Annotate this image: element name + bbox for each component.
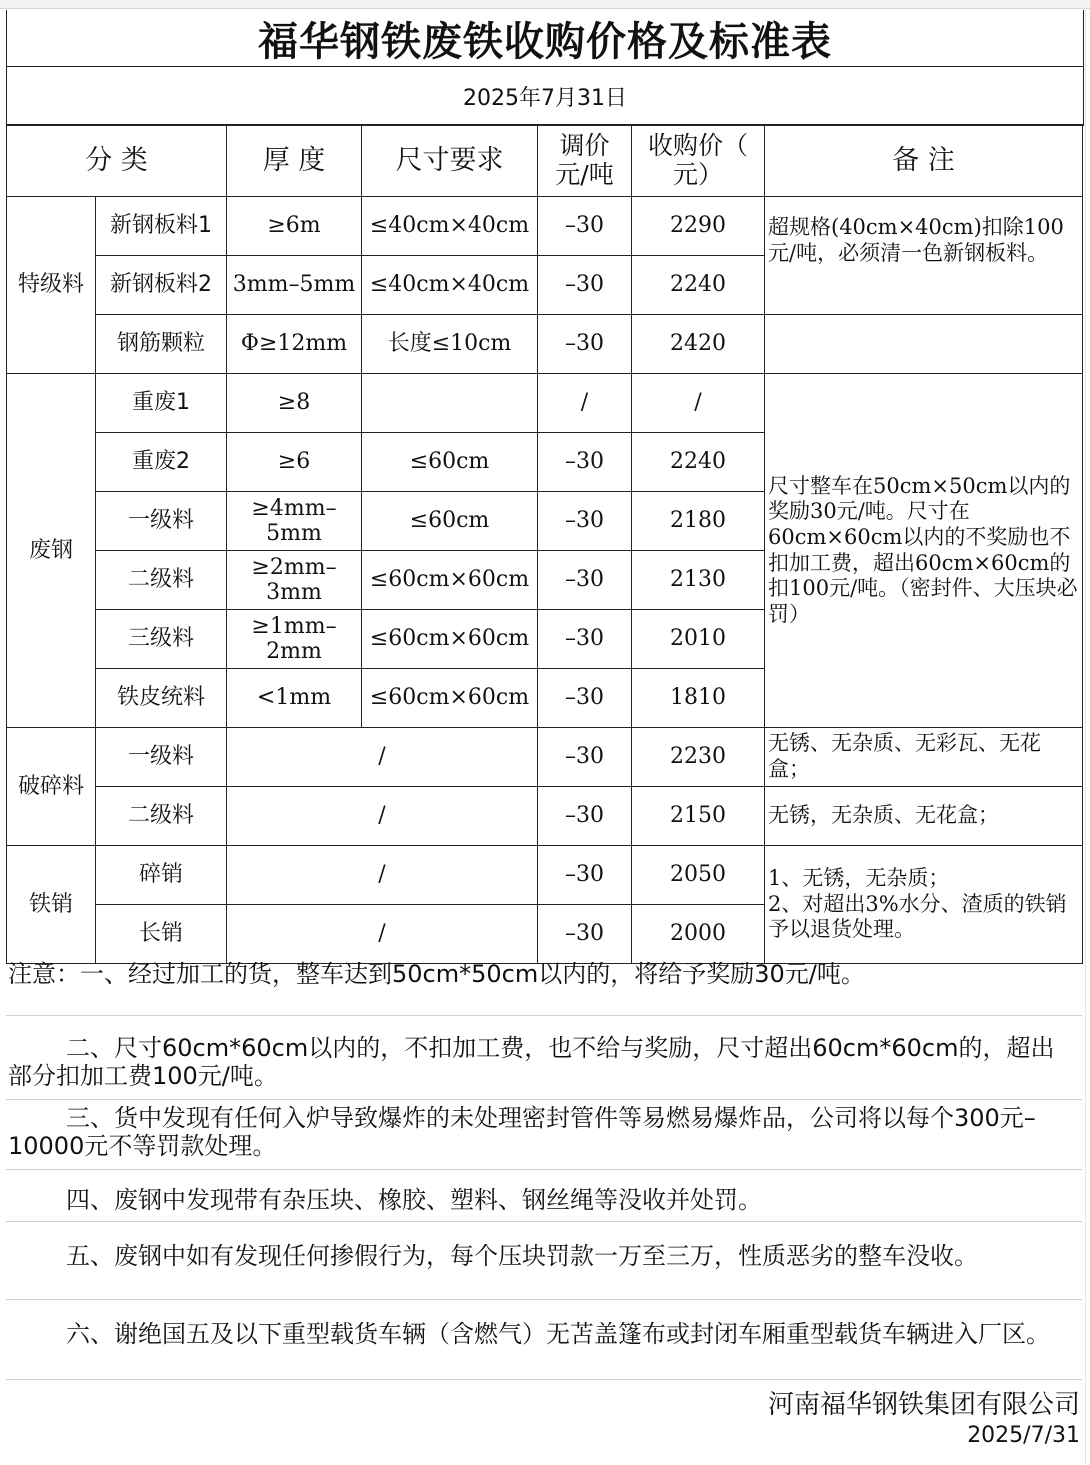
header-adjust [538, 125, 632, 197]
adjust-cell: / [538, 374, 632, 433]
price-cell: 2010 [632, 610, 765, 669]
table-header-row [7, 125, 1083, 197]
remark-crush2: 无锈，无杂质、无花盒； [765, 787, 1083, 846]
thickness-cell: <1mm [227, 669, 362, 728]
item-cell: 重废2 [96, 433, 227, 492]
size-cell: 长度≤10cm [362, 315, 538, 374]
item-cell: 新钢板料1 [96, 197, 227, 256]
header-size: 尺寸要求 [362, 125, 538, 197]
price-cell: 2150 [632, 787, 765, 846]
header-remark: 备 注 [765, 125, 1083, 197]
note-line-3: 三、货中发现有任何入炉导致爆炸的未处理密封管件等易燃易爆炸品，公司将以每个300元–10000元不等罚款处理。 [6, 1100, 1082, 1170]
footer-date: 2025/7/31 [967, 1423, 1080, 1448]
size-cell: ≤60cm×60cm [362, 551, 538, 610]
price-table [6, 124, 1083, 964]
merged-spec-cell: / [227, 905, 538, 964]
header-thickness: 厚 度 [227, 125, 362, 197]
remark-pin: 1、无锈，无杂质； 2、对超出3%水分、渣质的铁销予以退货处理。 [765, 846, 1083, 964]
size-cell: ≤40cm×40cm [362, 256, 538, 315]
header-adjust-line2: 元/吨 [555, 159, 614, 189]
footer [768, 1388, 1080, 1450]
table-row [7, 728, 1083, 787]
thickness-cell: ≥6m [227, 197, 362, 256]
price-cell: / [632, 374, 765, 433]
item-cell: 二级料 [96, 551, 227, 610]
sheet-top-bar [0, 0, 1090, 9]
item-cell: 重废1 [96, 374, 227, 433]
table-row [7, 846, 1083, 905]
item-cell: 钢筋颗粒 [96, 315, 227, 374]
adjust-cell: –30 [538, 610, 632, 669]
page-title: 福华钢铁废铁收购价格及标准表 [6, 10, 1084, 66]
note-line-5: 五、废钢中如有发现任何掺假行为，每个压块罚款一万至三万，性质恶劣的整车没收。 [6, 1222, 1082, 1300]
item-cell: 一级料 [96, 728, 227, 787]
header-category: 分 类 [7, 125, 227, 197]
company-name: 河南福华钢铁集团有限公司 [767, 1390, 1080, 1420]
price-cell: 2230 [632, 728, 765, 787]
size-cell: ≤60cm [362, 433, 538, 492]
thickness-cell: ≥6 [227, 433, 362, 492]
thickness-cell: ≥1mm–2mm [227, 610, 362, 669]
group-crush: 破碎料 [7, 728, 96, 846]
thickness-cell: 3mm–5mm [227, 256, 362, 315]
item-cell: 碎销 [96, 846, 227, 905]
table-row [7, 315, 1083, 374]
price-cell: 2290 [632, 197, 765, 256]
price-cell: 2130 [632, 551, 765, 610]
adjust-cell: –30 [538, 787, 632, 846]
item-cell: 二级料 [96, 787, 227, 846]
price-cell: 2000 [632, 905, 765, 964]
price-cell: 1810 [632, 669, 765, 728]
item-cell: 长销 [96, 905, 227, 964]
table-row [7, 787, 1083, 846]
group-scrap: 废钢 [7, 374, 96, 728]
size-cell: ≤60cm×60cm [362, 610, 538, 669]
remark-special: 超规格(40cm×40cm)扣除100元/吨，必须清一色新钢板料。 [765, 197, 1083, 315]
adjust-cell: –30 [538, 905, 632, 964]
adjust-cell: –30 [538, 492, 632, 551]
adjust-cell: –30 [538, 846, 632, 905]
header-adjust-line1: 调价 [559, 130, 610, 160]
item-cell: 三级料 [96, 610, 227, 669]
table-row [7, 374, 1083, 433]
price-cell: 2050 [632, 846, 765, 905]
merged-spec-cell: / [227, 787, 538, 846]
price-cell: 2240 [632, 433, 765, 492]
size-cell [362, 374, 538, 433]
thickness-cell: ≥8 [227, 374, 362, 433]
price-cell: 2180 [632, 492, 765, 551]
thickness-cell: Φ≥12mm [227, 315, 362, 374]
table-row [7, 197, 1083, 256]
item-cell: 铁皮统料 [96, 669, 227, 728]
note-line-4: 四、废钢中发现带有杂压块、橡胶、塑料、钢丝绳等没收并处罚。 [6, 1170, 1082, 1222]
grid-line [1085, 8, 1086, 1465]
note-line-6: 六、谢绝国五及以下重型载货车辆（含燃气）无苫盖篷布或封闭车厢重型载货车辆进入厂区。 [6, 1300, 1082, 1380]
adjust-cell: –30 [538, 256, 632, 315]
adjust-cell: –30 [538, 197, 632, 256]
note-line-2: 二、尺寸60cm*60cm以内的，不扣加工费，也不给与奖励，尺寸超出60cm*60cm的，超出部分扣加工费100元/吨。 [6, 1016, 1082, 1100]
header-price-line2: 元） [672, 159, 723, 189]
item-cell: 新钢板料2 [96, 256, 227, 315]
thickness-cell: ≥4mm–5mm [227, 492, 362, 551]
size-cell: ≤60cm×60cm [362, 669, 538, 728]
size-cell: ≤60cm [362, 492, 538, 551]
header-price [632, 125, 765, 197]
merged-spec-cell: / [227, 728, 538, 787]
header-price-line1: 收购价（ [647, 130, 748, 160]
price-cell: 2240 [632, 256, 765, 315]
notes-section [6, 958, 1082, 1380]
group-pin: 铁销 [7, 846, 96, 964]
adjust-cell: –30 [538, 433, 632, 492]
adjust-cell: –30 [538, 315, 632, 374]
adjust-cell: –30 [538, 728, 632, 787]
table-date: 2025年7月31日 [6, 66, 1084, 126]
remark-empty [765, 315, 1083, 374]
thickness-cell: ≥2mm–3mm [227, 551, 362, 610]
note-line-1: 注意：一、经过加工的货，整车达到50cm*50cm以内的，将给予奖励30元/吨。 [6, 958, 1082, 1016]
price-cell: 2420 [632, 315, 765, 374]
adjust-cell: –30 [538, 551, 632, 610]
item-cell: 一级料 [96, 492, 227, 551]
remark-crush1: 无锈、无杂质、无彩瓦、无花盒； [765, 728, 1083, 787]
group-special: 特级料 [7, 197, 96, 374]
merged-spec-cell: / [227, 846, 538, 905]
remark-scrap: 尺寸整车在50cm×50cm以内的奖励30元/吨。尺寸在60cm×60cm以内的不奖励也不扣加工费，超出60cm×60cm的扣100元/吨。（密封件、大压块必罚） [765, 374, 1083, 728]
size-cell: ≤40cm×40cm [362, 197, 538, 256]
adjust-cell: –30 [538, 669, 632, 728]
